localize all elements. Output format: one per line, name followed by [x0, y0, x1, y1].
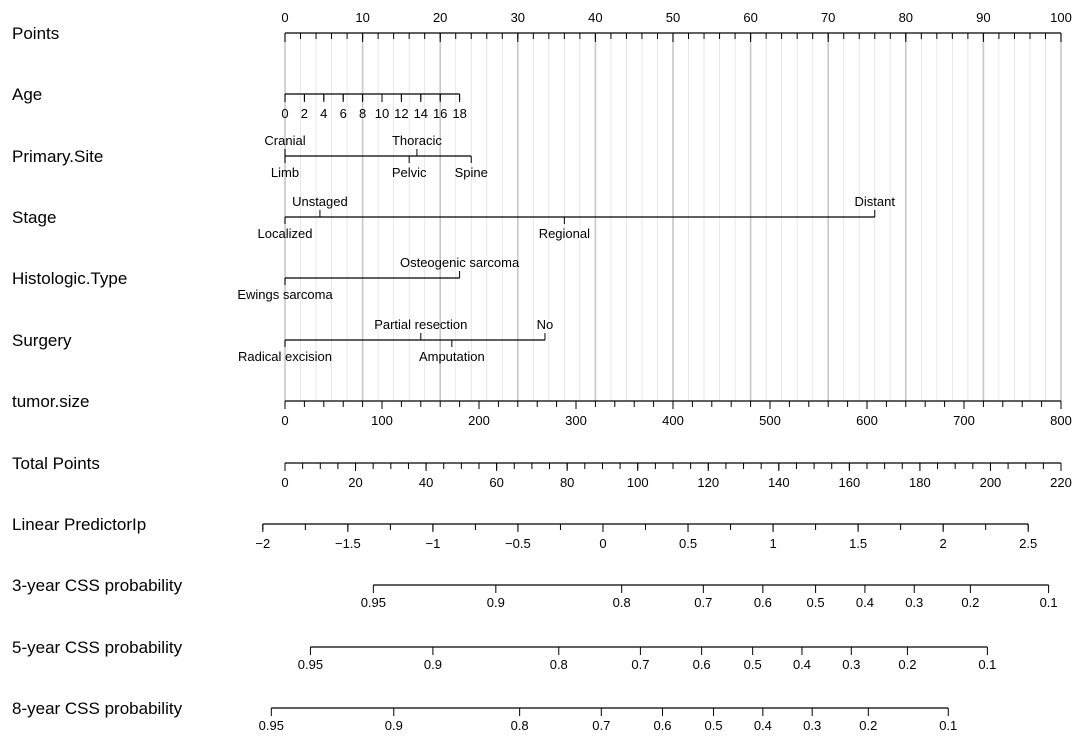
linear-predictorip-tick-label: 0.5: [678, 536, 698, 551]
linear-predictorip-tick-label: 1.5: [849, 536, 868, 551]
total-points-tick-label: 0: [281, 475, 289, 490]
age-label: Age: [12, 85, 43, 104]
age-tick-label: 14: [413, 106, 429, 121]
age-tick-label: 0: [281, 106, 289, 121]
5-year-css-probability-tick-label: 0.8: [549, 657, 568, 672]
8-year-css-probability-tick-label: 0.7: [592, 718, 611, 733]
tumor-size-tick-label: 400: [662, 413, 684, 428]
total-points-tick-label: 160: [838, 475, 861, 490]
8-year-css-probability-tick-label: 0.6: [653, 718, 672, 733]
points-tick-label: 80: [898, 10, 914, 25]
8-year-css-probability-tick-label: 0.2: [859, 718, 878, 733]
primary-site-level-pelvic: Pelvic: [391, 165, 427, 180]
3-year-css-probability-tick-label: 0.6: [753, 595, 772, 610]
total-points-tick-label: 40: [418, 475, 434, 490]
tumor-size-tick-label: 800: [1050, 413, 1072, 428]
5-year-css-probability-tick-label: 0.95: [297, 657, 324, 672]
age-tick-label: 8: [358, 106, 367, 121]
tumor-size-tick-label: 600: [856, 413, 878, 428]
total-points-tick-label: 200: [979, 475, 1002, 490]
surgery-level-partial-resection: Partial resection: [374, 317, 468, 332]
linear-predictorip-tick-label: 0: [599, 536, 607, 551]
3-year-css-probability-tick-label: 0.7: [694, 595, 713, 610]
linear-predictorip-tick-label: −1: [425, 536, 441, 551]
linear-predictorip-tick-label: 2.5: [1019, 536, 1038, 551]
8-year-css-probability-tick-label: 0.9: [384, 718, 403, 733]
total-points-tick-label: 220: [1050, 475, 1072, 490]
8-year-css-probability-scale: [259, 708, 958, 733]
total-points-tick-label: 20: [348, 475, 363, 490]
primary-site-level-thoracic: Thoracic: [391, 133, 442, 148]
stage-level-regional: Regional: [538, 226, 591, 241]
linear-predictorip-tick-label: −1.5: [335, 536, 361, 551]
points-tick-label: 100: [1050, 10, 1072, 25]
points-tick-label: 20: [432, 10, 448, 25]
age-tick-label: 10: [374, 106, 390, 121]
age-tick-label: 2: [300, 106, 309, 121]
stage-label: Stage: [12, 208, 57, 227]
8-year-css-probability-label: 8-year CSS probability: [12, 699, 183, 718]
8-year-css-probability-tick-label: 0.8: [510, 718, 529, 733]
3-year-css-probability-tick-label: 0.95: [360, 595, 387, 610]
age-tick-label: 16: [432, 106, 448, 121]
points-tick-label: 50: [665, 10, 681, 25]
primary-site-label: Primary.Site: [12, 147, 104, 166]
tumor-size-tick-label: 300: [565, 413, 587, 428]
3-year-css-probability-tick-label: 0.3: [905, 595, 924, 610]
5-year-css-probability-tick-label: 0.1: [978, 657, 997, 672]
linear-predictorip-tick-label: 2: [939, 536, 947, 551]
total-points-label: Total Points: [12, 454, 100, 473]
age-tick-label: 18: [452, 106, 467, 121]
5-year-css-probability-tick-label: 0.4: [792, 657, 812, 672]
points-tick-label: 90: [976, 10, 991, 25]
tumor-size-tick-label: 100: [371, 413, 393, 428]
points-tick-label: 60: [743, 10, 758, 25]
3-year-css-probability-tick-label: 0.8: [612, 595, 631, 610]
3-year-css-probability-tick-label: 0.2: [961, 595, 980, 610]
8-year-css-probability-tick-label: 0.95: [258, 718, 284, 733]
3-year-css-probability-label: 3-year CSS probability: [12, 576, 183, 595]
surgery-level-amputation: Amputation: [418, 349, 485, 364]
row-labels: [12, 24, 183, 718]
5-year-css-probability-tick-label: 0.7: [631, 657, 650, 672]
5-year-css-probability-scale: [298, 647, 997, 672]
histologic-type-label: Histologic.Type: [12, 269, 128, 288]
5-year-css-probability-tick-label: 0.6: [692, 657, 711, 672]
tumor-size-tick-label: 0: [281, 413, 289, 428]
total-points-scale: [281, 463, 1071, 490]
stage-scale: [258, 194, 896, 241]
3-year-css-probability-tick-label: 0.9: [486, 595, 505, 610]
points-tick-label: 10: [355, 10, 370, 25]
3-year-css-probability-tick-label: 0.1: [1039, 595, 1058, 610]
5-year-css-probability-tick-label: 0.2: [898, 657, 917, 672]
histologic-type-level-osteogenic-sarcoma: Osteogenic sarcoma: [399, 255, 520, 270]
total-points-tick-label: 120: [697, 475, 720, 490]
primary-site-level-spine: Spine: [454, 165, 488, 180]
5-year-css-probability-label: 5-year CSS probability: [12, 638, 183, 657]
8-year-css-probability-tick-label: 0.4: [753, 718, 772, 733]
3-year-css-probability-tick-label: 0.5: [806, 595, 825, 610]
primary-site-level-cranial: Cranial: [264, 133, 306, 148]
age-scale: [281, 94, 466, 121]
surgery-label: Surgery: [12, 331, 72, 350]
tumor-size-tick-label: 200: [468, 413, 490, 428]
tumor-size-tick-label: 500: [759, 413, 781, 428]
primary-site-scale: [264, 133, 487, 180]
histologic-type-level-ewings-sarcoma: Ewings sarcoma: [237, 287, 333, 302]
age-tick-label: 4: [320, 106, 328, 121]
primary-site-level-limb: Limb: [270, 165, 300, 180]
surgery-level-radical-excision: Radical excision: [238, 349, 332, 364]
histologic-type-scale: [237, 255, 520, 302]
total-points-tick-label: 80: [559, 475, 575, 490]
points-tick-label: 30: [510, 10, 526, 25]
8-year-css-probability-tick-label: 0.5: [704, 718, 723, 733]
linear-predictorip-tick-label: −2: [255, 536, 271, 551]
points-tick-label: 40: [588, 10, 603, 25]
8-year-css-probability-tick-label: 0.3: [803, 718, 822, 733]
tumor-size-tick-label: 700: [953, 413, 975, 428]
points-label: Points: [12, 24, 60, 43]
total-points-tick-label: 60: [489, 475, 504, 490]
5-year-css-probability-tick-label: 0.3: [842, 657, 861, 672]
points-tick-label: 0: [281, 10, 289, 25]
points-tick-label: 70: [820, 10, 836, 25]
total-points-tick-label: 180: [909, 475, 931, 490]
age-tick-label: 6: [339, 106, 347, 121]
linear-predictorip-label: Linear PredictorIp: [12, 515, 147, 534]
3-year-css-probability-scale: [361, 585, 1058, 610]
age-tick-label: 12: [394, 106, 409, 121]
8-year-css-probability-tick-label: 0.1: [939, 718, 958, 733]
5-year-css-probability-tick-label: 0.5: [743, 657, 762, 672]
total-points-tick-label: 100: [626, 475, 649, 490]
tumor-size-scale: [281, 401, 1071, 428]
linear-predictorip-tick-label: 1: [769, 536, 777, 551]
5-year-css-probability-tick-label: 0.9: [423, 657, 442, 672]
tumor-size-label: tumor.size: [12, 392, 90, 411]
total-points-tick-label: 140: [767, 475, 790, 490]
linear-predictorip-scale: [255, 524, 1037, 551]
surgery-level-no: No: [536, 317, 554, 332]
3-year-css-probability-tick-label: 0.4: [855, 595, 874, 610]
linear-predictorip-tick-label: −0.5: [505, 536, 531, 551]
points-scale: [281, 10, 1071, 42]
stage-level-unstaged: Unstaged: [292, 194, 348, 209]
stage-level-localized: Localized: [257, 226, 313, 241]
stage-level-distant: Distant: [854, 194, 895, 209]
